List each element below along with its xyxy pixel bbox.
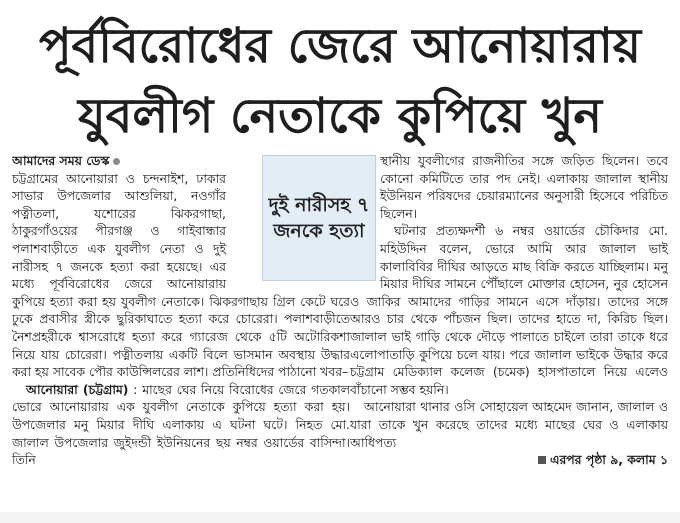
headline-line-1: পূর্ববিরোধের জেরে আনোয়ারায় (38, 18, 642, 74)
dateline: আনোয়ারা (চট্টগ্রাম) (26, 381, 129, 397)
bullet-dot-icon (113, 158, 120, 165)
continued-jump (350, 451, 668, 469)
paragraph-intro: চট্টগ্রামের আনোয়ারা ও চন্দনাইশ, ঢাকার সাভার উপজেলার আশুলিয়া, নওগাঁর পত্নীতলা, যশোরের ঝিকরগাছা, ঠাকুরগাঁওয়ের পীরগঞ্জ ও গাইবান্ধার পলাশবাড়ীতে এক যুবলীগ নেতা ও দুই নারীসহ ৭ জনকে হত্যা করা হয়েছে। এর মধ্যে পূর্ববিরোধের জেরে আনোয়ারায় কুপিয়ে হত্যা করা হয় যুবলীগ নেতাকে। ঝিকরগাছায় গ্রিল কেটে ঘরে ঢুকে প্রবাসীর স্ত্রীকে ছুরিকাঘাতে হত্যা করে চোরেরা। পলাশবাড়ীতে নৈশপ্রহরীকে শ্বাসরোধে হত্যা করে গ্যারেজ থেকে ৫টি অটোরিকশা নিয়ে যায় চোরেরা। পত্নীতলায় একটি বিলে ভাসমান অবস্থায় উদ্ধার করা হয় সাবেক পৌর কাউন্সিলরের লাশ। প্রতিনিধিদের পাঠানো খবর– (12, 170, 350, 380)
continued-text: এরপর পৃষ্ঠা ৯, কলাম ১ (550, 452, 668, 468)
byline-text: আমাদের সময় ডেস্ক (12, 153, 110, 168)
article-column-1 (12, 152, 350, 469)
paragraph-anwara-text: : মাছের ঘের নিয়ে বিরোধের জেরে গতকাল ভোরে আনোয়ারায় এক যুবলীগ নেতাকে কুপিয়ে হত্যা করা হয়। উপজেলার মনু মিয়ার দীঘি এলাকায় এ ঘটনা ঘটে। নিহত মো. জালাল উপজেলার জুইদন্ডী ইউনিয়নের ছয় নম্বর ওয়ার্ডের বাসিন্দা। তিনি (12, 381, 350, 468)
paragraph-col2-1: স্থানীয় যুবলীগের রাজনীতির সঙ্গে জড়িত ছিলেন। তবে কোনো কমিটিতে তার পদ নেই। এলাকায় জালাল স্থানীয় ইউনিয়ন পরিষদের চেয়ারম্যানের অনুসারী হিসেবে পরিচিত ছিলেন। (380, 153, 668, 221)
square-icon (538, 456, 546, 464)
bottom-strip (0, 512, 680, 523)
paragraph-col2-3: আনোয়ারা থানার ওসি সোহায়েল আহমেদ জানান, জালাল ও যারা তাকে খুন করেছে তাদের মধ্যে মাছের ঘের ও এলাকায় আধিপত্য (350, 399, 668, 450)
paragraph-anwara (12, 381, 350, 469)
paragraph-col2-2: ঘটনার প্রত্যক্ষদর্শী ৬ নম্বর ওয়ার্ডের চৌকিদার মো. মহিউদ্দিন বলেন, ভোরে আমি আর জালাল ভাই কালাবিবির দীঘির আড়তে মাছ বিক্রি করতে যাচ্ছিলাম। মনু মিয়ার দীঘির সামনে পৌঁছালে মোক্তার হোসেন, নুর হোসেন ও জাকির আমাদের গাড়ির সামনে এসে দাঁড়ায়। তাদের সঙ্গে আরও চার থেকে পাঁচজন ছিল। তাদের হাতে দা, কিরিচ ছিল। জালাল ভাই গাড়ি থেকে দৌড়ে পালাতে চাইলে তারা তাকে ধরে এলোপাতাড়ি কুপিয়ে চলে যায়। পরে জালাল ভাইকে উদ্ধার করে চট্টগ্রাম মেডিক্যাল কলেজ (চমেক) হাসপাতালে নিয়ে এলেও বাঁচানো সম্ভব হয়নি। (350, 223, 668, 397)
inset-title: দুই নারীসহ ৭ জনকে হত্যা (268, 194, 370, 242)
article-column-2 (350, 152, 668, 469)
headline-line-2: যুবলীগ নেতাকে কুপিয়ে খুন (77, 88, 602, 144)
